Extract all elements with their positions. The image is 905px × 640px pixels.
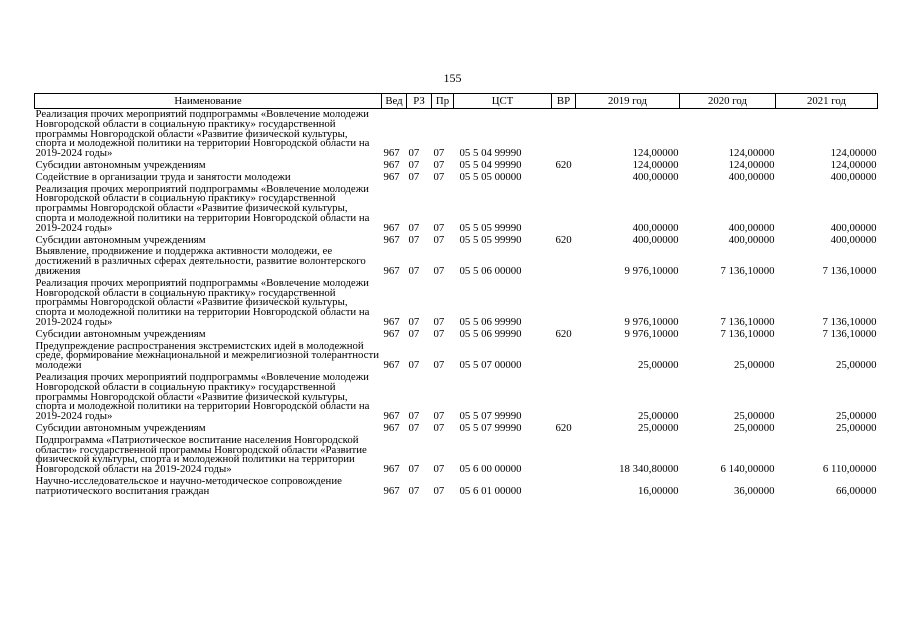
col-header-2021: 2021 год — [776, 94, 878, 109]
cell-ved: 967 — [383, 158, 400, 171]
cell-2021: 7 136,10000 — [822, 315, 877, 328]
cell-rz: 07 — [408, 463, 420, 476]
cell-name: Реализация прочих мероприятий подпрограммы «Вовлечение молодежи Новгородской области в социальную практику» государственной программы Новгородской области «Развитие физической культуры, спорта и молодежной политики на территории Новгородской области на 2019-2024 годы» — [35, 370, 370, 423]
cell-vr: 620 — [555, 158, 572, 171]
cell-rz: 07 — [408, 147, 420, 160]
table-row — [35, 476, 878, 498]
cell-vr — [552, 435, 576, 476]
cell-name: Выявление, продвижение и поддержка активности молодежи, ее достижений в различных сферах деятельности, развитие волонтерского движения — [35, 245, 366, 277]
cell-ved: 967 — [383, 170, 400, 183]
cell-ved: 967 — [383, 327, 400, 340]
cell-2019: 18 340,80000 — [619, 463, 679, 476]
cell-2020: 400,00000 — [728, 221, 775, 234]
cell-vr — [552, 372, 576, 423]
cell-pr: 07 — [433, 158, 445, 171]
cell-cst: 05 6 00 00000 — [459, 463, 522, 476]
table-row — [35, 372, 878, 423]
cell-2020: 400,00000 — [728, 170, 775, 183]
table-header-row — [35, 94, 878, 109]
cell-cst: 05 5 06 99990 — [459, 327, 522, 340]
cell-rz: 07 — [408, 410, 420, 423]
cell-2020: 36,00000 — [734, 484, 775, 497]
table-row — [35, 435, 878, 476]
table-body — [35, 109, 878, 498]
cell-cst: 05 5 05 00000 — [459, 170, 522, 183]
col-header-pr: Пр — [432, 94, 454, 109]
cell-cst: 05 6 01 00000 — [459, 484, 522, 497]
cell-rz: 07 — [408, 315, 420, 328]
cell-2020: 7 136,10000 — [720, 315, 775, 328]
cell-2019: 25,00000 — [638, 421, 679, 434]
cell-2019: 124,00000 — [632, 158, 679, 171]
cell-ved: 967 — [383, 463, 400, 476]
cell-vr — [552, 278, 576, 329]
col-header-vr: ВР — [552, 94, 576, 109]
cell-2020: 25,00000 — [734, 410, 775, 423]
cell-rz: 07 — [408, 158, 420, 171]
cell-ved: 967 — [383, 315, 400, 328]
cell-2019: 400,00000 — [632, 170, 679, 183]
budget-table — [34, 93, 878, 497]
cell-2021: 66,00000 — [836, 484, 877, 497]
cell-vr — [552, 172, 576, 184]
cell-name: Содействие в организации труда и занятости молодежи — [35, 170, 291, 183]
cell-name: Реализация прочих мероприятий подпрограммы «Вовлечение молодежи Новгородской области в социальную практику» государственной программы Новгородской области «Развитие физической культуры, спорта и молодежной политики на территории Новгородской области на 2019-2024 годы» — [35, 108, 370, 160]
cell-2019: 400,00000 — [632, 233, 679, 246]
table-row — [35, 246, 878, 277]
cell-2021: 25,00000 — [836, 359, 877, 372]
col-header-ved: Вед — [382, 94, 407, 109]
cell-2019: 124,00000 — [632, 147, 679, 160]
cell-2020: 6 140,00000 — [720, 463, 775, 476]
cell-rz: 07 — [408, 327, 420, 340]
table-row — [35, 341, 878, 372]
cell-vr — [552, 341, 576, 372]
cell-name: Субсидии автономным учреждениям — [35, 327, 206, 340]
cell-2021: 25,00000 — [836, 421, 877, 434]
cell-pr: 07 — [433, 264, 445, 277]
table-row — [35, 172, 878, 184]
cell-vr: 620 — [555, 421, 572, 434]
col-header-2019: 2019 год — [576, 94, 680, 109]
table-row — [35, 184, 878, 235]
cell-cst: 05 5 07 00000 — [459, 359, 522, 372]
cell-ved: 967 — [383, 410, 400, 423]
cell-pr: 07 — [433, 463, 445, 476]
table-row — [35, 160, 878, 172]
cell-pr: 07 — [433, 170, 445, 183]
cell-name: Научно-исследовательское и научно-методическое сопровождение патриотического воспитания граждан — [35, 474, 342, 497]
cell-cst: 05 5 05 99990 — [459, 221, 522, 234]
cell-2021: 7 136,10000 — [822, 264, 877, 277]
cell-pr: 07 — [433, 327, 445, 340]
cell-2019: 9 976,10000 — [624, 327, 679, 340]
cell-vr — [552, 476, 576, 498]
col-header-2020: 2020 год — [680, 94, 776, 109]
cell-name: Субсидии автономным учреждениям — [35, 233, 206, 246]
cell-2020: 25,00000 — [734, 359, 775, 372]
cell-name: Субсидии автономным учреждениям — [35, 421, 206, 434]
cell-2019: 25,00000 — [638, 359, 679, 372]
cell-rz: 07 — [408, 233, 420, 246]
cell-vr: 620 — [555, 327, 572, 340]
cell-2019: 9 976,10000 — [624, 264, 679, 277]
cell-vr — [552, 109, 576, 160]
cell-cst: 05 5 06 00000 — [459, 264, 522, 277]
cell-cst: 05 5 06 99990 — [459, 315, 522, 328]
cell-rz: 07 — [408, 170, 420, 183]
cell-vr — [552, 184, 576, 235]
cell-2021: 6 110,00000 — [822, 463, 877, 476]
cell-rz: 07 — [408, 221, 420, 234]
page-number: 155 — [443, 71, 462, 85]
cell-2020: 25,00000 — [734, 421, 775, 434]
cell-2021: 400,00000 — [830, 221, 877, 234]
table-row — [35, 109, 878, 160]
cell-2019: 25,00000 — [638, 410, 679, 423]
cell-name: Субсидии автономным учреждениям — [35, 158, 206, 171]
cell-pr: 07 — [433, 221, 445, 234]
cell-name: Подпрограмма «Патриотическое воспитание населения Новгородской области» государственной программы Новгородской области «Развитие физической культуры, спорта и молодежной политики на территории Новгородской области на 2019-2024 годы» — [35, 433, 367, 476]
cell-2020: 7 136,10000 — [720, 264, 775, 277]
cell-ved: 967 — [383, 484, 400, 497]
cell-ved: 967 — [383, 359, 400, 372]
col-header-name: Наименование — [35, 94, 382, 109]
cell-rz: 07 — [408, 421, 420, 434]
cell-vr — [552, 246, 576, 277]
cell-cst: 05 5 07 99990 — [459, 410, 522, 423]
cell-ved: 967 — [383, 233, 400, 246]
table-row — [35, 423, 878, 435]
cell-ved: 967 — [383, 421, 400, 434]
cell-2020: 124,00000 — [728, 147, 775, 160]
cell-ved: 967 — [383, 221, 400, 234]
cell-2021: 25,00000 — [836, 410, 877, 423]
cell-rz: 07 — [408, 359, 420, 372]
cell-name: Реализация прочих мероприятий подпрограммы «Вовлечение молодежи Новгородской области в социальную практику» государственной программы Новгородской области «Развитие физической культуры, спорта и молодежной политики на территории Новгородской области на 2019-2024 годы» — [35, 276, 370, 328]
cell-cst: 05 5 04 99990 — [459, 147, 522, 160]
cell-pr: 07 — [433, 359, 445, 372]
cell-vr: 620 — [555, 233, 572, 246]
cell-2021: 124,00000 — [830, 147, 877, 160]
col-header-cst: ЦСТ — [454, 94, 552, 109]
cell-rz: 07 — [408, 484, 420, 497]
table-row — [35, 329, 878, 341]
cell-2021: 400,00000 — [830, 170, 877, 183]
cell-pr: 07 — [433, 484, 445, 497]
cell-name: Реализация прочих мероприятий подпрограммы «Вовлечение молодежи Новгородской области в социальную практику» государственной программы Новгородской области «Развитие физической культуры, спорта и молодежной политики на территории Новгородской области на 2019-2024 годы» — [35, 182, 370, 234]
cell-pr: 07 — [433, 233, 445, 246]
cell-2020: 400,00000 — [728, 233, 775, 246]
cell-2019: 16,00000 — [638, 484, 679, 497]
col-header-rz: РЗ — [407, 94, 432, 109]
cell-cst: 05 5 04 99990 — [459, 158, 522, 171]
cell-2021: 7 136,10000 — [822, 327, 877, 340]
cell-2021: 400,00000 — [830, 233, 877, 246]
cell-2020: 124,00000 — [728, 158, 775, 171]
cell-pr: 07 — [433, 421, 445, 434]
cell-ved: 967 — [383, 147, 400, 160]
cell-pr: 07 — [433, 410, 445, 423]
cell-2019: 9 976,10000 — [624, 315, 679, 328]
table-row — [35, 278, 878, 329]
cell-name: Предупреждение распространения экстремистских идей в молодежной среде, формирование межнациональной и межрелигиозной толерантности молодежи — [35, 339, 379, 372]
cell-2020: 7 136,10000 — [720, 327, 775, 340]
cell-cst: 05 5 05 99990 — [459, 233, 522, 246]
cell-ved: 967 — [383, 264, 400, 277]
cell-2019: 400,00000 — [632, 221, 679, 234]
cell-rz: 07 — [408, 264, 420, 277]
cell-2021: 124,00000 — [830, 158, 877, 171]
cell-pr: 07 — [433, 147, 445, 160]
cell-pr: 07 — [433, 315, 445, 328]
cell-cst: 05 5 07 99990 — [459, 421, 522, 434]
